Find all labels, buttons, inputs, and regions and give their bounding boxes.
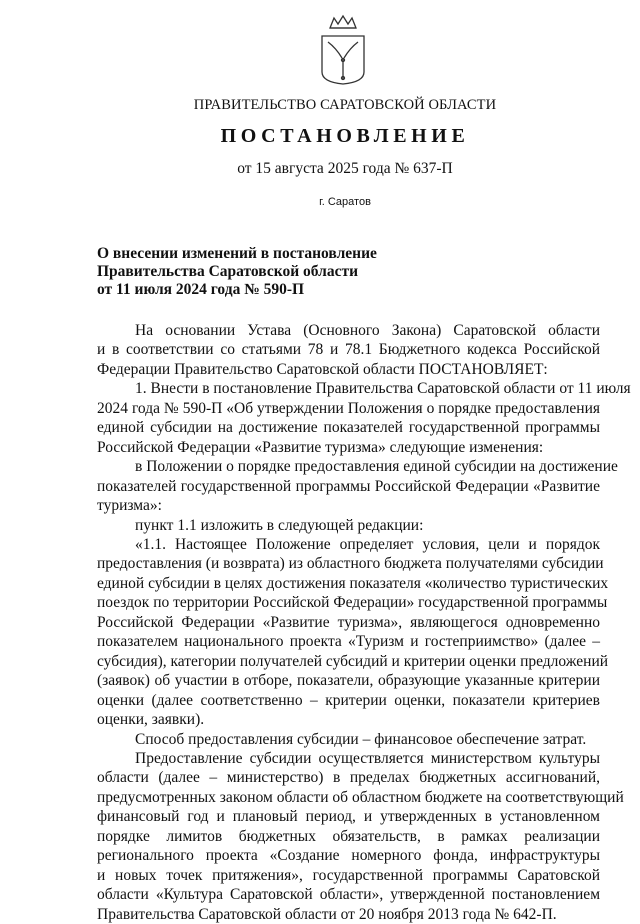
text-line: в Положении о порядке предоставления единой субсидии на достижение	[135, 458, 618, 476]
text-line: Российской Федерации «Развитие туризма» следующие изменения:	[97, 438, 544, 456]
paragraph	[97, 379, 631, 457]
text-line: (заявок) об участии в отборе, показатели, образующие указанные критерии	[97, 672, 600, 690]
text-line: туризма»:	[97, 497, 162, 515]
coat-of-arms-emblem	[318, 14, 368, 86]
text-line: «1.1. Настоящее Положение определяет условия, цели и порядок	[135, 535, 600, 553]
document-title	[97, 245, 377, 300]
government-name: ПРАВИТЕЛЬСТВО САРАТОВСКОЙ ОБЛАСТИ	[193, 97, 497, 113]
text-line: пункт 1.1 изложить в следующей редакции:	[135, 516, 424, 534]
text-line: Предоставление субсидии осуществляется министерством культуры	[135, 749, 600, 767]
title-line: О внесении изменений в постановление	[97, 245, 377, 262]
text-line: показателей государственной программы Российской Федерации «Развитие	[97, 477, 600, 495]
paragraph	[97, 535, 609, 730]
text-line: предоставления (и возврата) из областного бюджета получателями субсидии	[97, 555, 604, 573]
text-line: предусмотренных законом области об областном бюджете на соответствующий	[97, 788, 624, 806]
text-line: субсидия), категории получателей субсидий и критерии оценки предложений	[97, 652, 609, 670]
document-type: ПОСТАНОВЛЕНИЕ	[220, 125, 470, 147]
text-line: 2024 года № 590-П «Об утверждении Положения о порядке предоставления	[97, 399, 600, 417]
title-line: Правительства Саратовской области	[97, 263, 358, 281]
text-line: оценки, заявки).	[97, 711, 205, 729]
paragraph	[97, 516, 600, 535]
text-line: Федерации Правительство Саратовской области ПОСТАНОВЛЯЕТ:	[97, 360, 548, 378]
text-line: и в соответствии со статьями 78 и 78.1 Бюджетного кодекса Российской	[97, 341, 600, 359]
text-line: регионального проекта «Создание номерного фонда, инфраструктуры	[97, 847, 600, 865]
paragraph	[97, 321, 600, 379]
city: г. Саратов	[319, 196, 371, 208]
document-date-number: от 15 августа 2025 года № 637-П	[237, 160, 453, 177]
text-line: порядке лимитов бюджетных обязательств, в рамках реализации	[97, 827, 600, 845]
paragraph	[97, 457, 618, 515]
document-body	[97, 321, 631, 924]
text-line: показателем национального проекта «Туризм и гостеприимство» (далее –	[97, 633, 600, 651]
title-line: от 11 июля 2024 года № 590-П	[97, 281, 305, 299]
text-line: области «Культура Саратовской области», утвержденной постановлением	[97, 886, 600, 904]
text-line: финансовый год и плановый период, и утвержденных в установленном	[97, 808, 600, 826]
text-line: области (далее – министерство) в пределах бюджетных ассигнований,	[97, 769, 600, 787]
text-line: Российской Федерации «Развитие туризма», являющегося одновременно	[97, 613, 600, 631]
text-line: единой субсидии в целях достижения показателя «количество туристических	[97, 574, 609, 592]
paragraph	[97, 730, 600, 749]
text-line: поездок по территории Российской Федерации» государственной программы	[97, 594, 608, 612]
text-line: 1. Внести в постановление Правительства Саратовской области от 11 июля	[135, 380, 631, 398]
text-line: Способ предоставления субсидии – финансовое обеспечение затрат.	[135, 730, 587, 748]
text-line: Правительства Саратовской области от 20 ноября 2013 года № 642-П.	[97, 905, 557, 923]
paragraph	[97, 749, 624, 924]
text-line: и новых точек притяжения», государственной программы Саратовской	[97, 866, 600, 884]
text-line: оценки (далее соответственно – критерии оценки, показатели критериев	[97, 691, 600, 709]
text-line: единой субсидии на достижение показателей государственной программы	[97, 419, 600, 437]
text-line: На основании Устава (Основного Закона) Саратовской области	[135, 322, 600, 339]
